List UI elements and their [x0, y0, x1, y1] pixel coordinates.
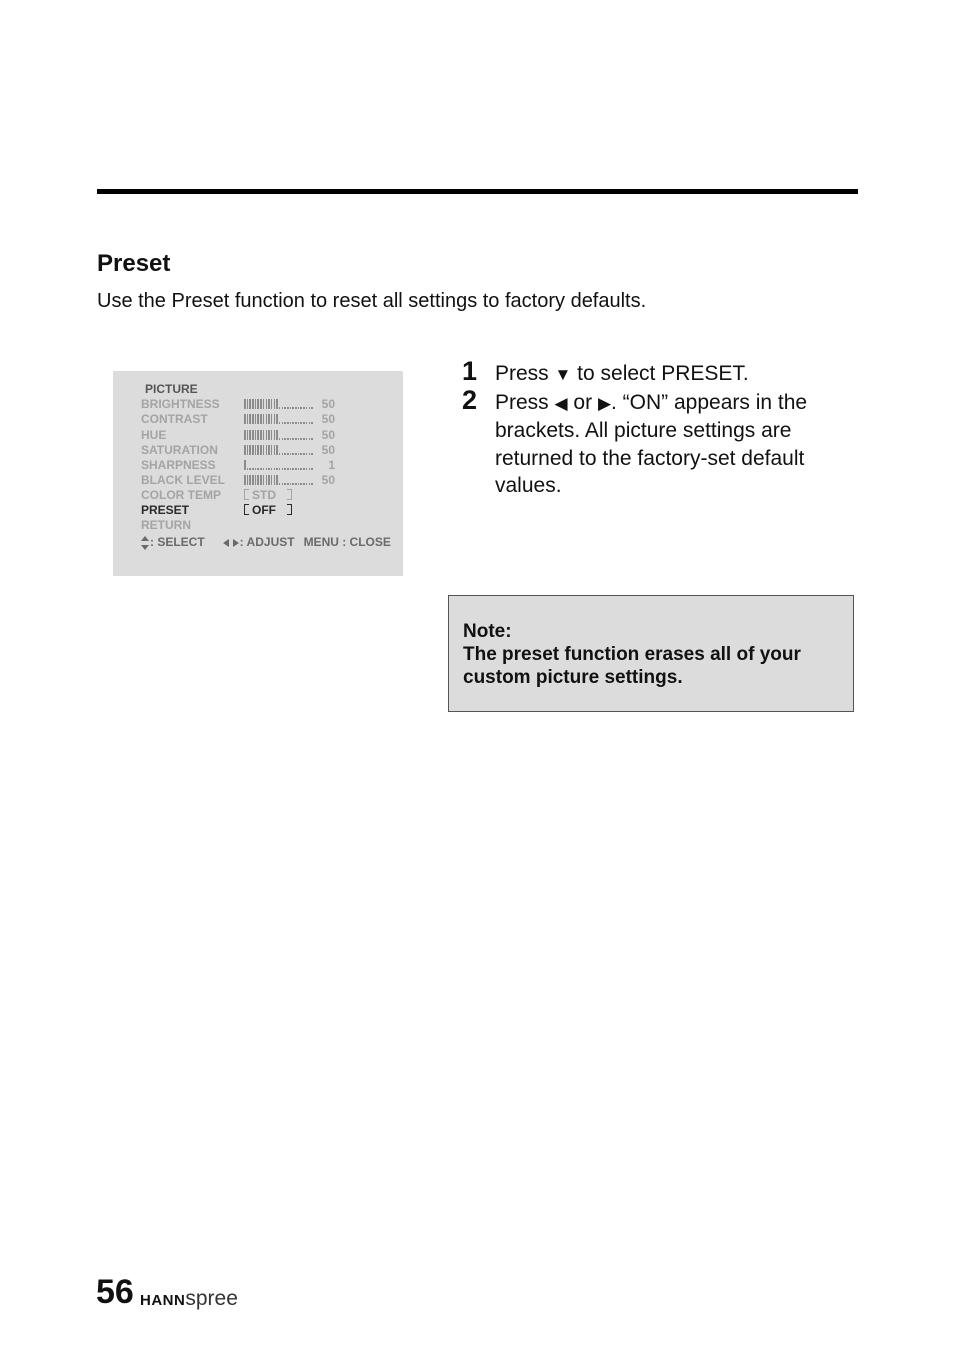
- bar-segment-empty: [311, 483, 313, 485]
- bar-segment-empty: [298, 468, 300, 470]
- bar-segment-empty: [282, 438, 284, 440]
- bar-segment-empty: [292, 468, 294, 470]
- bar-segment-filled: [252, 445, 254, 455]
- osd-row-label: RETURN: [141, 518, 191, 532]
- bar-segment-empty: [292, 422, 294, 424]
- bar-segment-filled: [247, 399, 249, 409]
- note-text: The preset function erases all of your custom picture settings.: [463, 644, 801, 688]
- bar-segment-filled: [249, 475, 251, 485]
- bar-segment-filled: [274, 475, 276, 485]
- osd-row-value: 50: [321, 473, 335, 487]
- bar-segment-empty: [300, 468, 302, 470]
- bar-segment-empty: [309, 468, 311, 470]
- bar-segment-empty: [295, 407, 297, 409]
- bar-segment-filled: [252, 414, 254, 424]
- bar-segment-empty: [311, 453, 313, 455]
- bar-segment-empty: [271, 468, 273, 470]
- bar-segment-empty: [298, 483, 300, 485]
- bar-segment-filled: [247, 414, 249, 424]
- steps-list: [462, 356, 862, 500]
- bar-segment-empty: [284, 453, 286, 455]
- bar-segment-filled: [249, 399, 251, 409]
- osd-row-black-level: [141, 473, 403, 488]
- bar-segment-empty: [300, 483, 302, 485]
- bar-segment-empty: [298, 453, 300, 455]
- bar-segment-empty: [298, 422, 300, 424]
- bar-segment-empty: [282, 483, 284, 485]
- step-text: Press: [495, 390, 555, 414]
- osd-row-contrast: [141, 412, 403, 427]
- bar-segment-empty: [279, 483, 281, 485]
- bar-segment-filled: [252, 430, 254, 440]
- bar-segment-filled: [252, 475, 254, 485]
- osd-color-temp-value: STD: [252, 488, 276, 502]
- section-intro: Use the Preset function to reset all settings to factory defaults.: [97, 290, 647, 312]
- osd-row-label: CONTRAST: [141, 412, 208, 426]
- bar-segment-filled: [271, 445, 273, 455]
- osd-row-value: 1: [328, 458, 335, 472]
- bar-segment-empty: [276, 468, 278, 470]
- bar-segment-filled: [276, 414, 278, 424]
- osd-menu-screenshot: [113, 371, 403, 576]
- bar-segment-empty: [311, 422, 313, 424]
- page-number: 56: [96, 1273, 134, 1311]
- bar-segment-filled: [268, 399, 270, 409]
- bar-segment-empty: [290, 453, 292, 455]
- osd-footer-close: MENU : CLOSE: [303, 535, 391, 549]
- step-2: [462, 384, 862, 500]
- bar-segment-filled: [276, 399, 278, 409]
- bar-segment-filled: [263, 475, 265, 485]
- bar-segment-empty: [290, 407, 292, 409]
- bar-segment-filled: [260, 414, 262, 424]
- bar-segment-empty: [295, 468, 297, 470]
- bar-segment-filled: [276, 475, 278, 485]
- bar-segment-filled: [271, 414, 273, 424]
- bar-segment-empty: [303, 438, 305, 440]
- bar-segment-empty: [303, 422, 305, 424]
- bar-segment-filled: [244, 430, 246, 440]
- bar-segment-empty: [284, 407, 286, 409]
- bar-segment-filled: [247, 475, 249, 485]
- bar-segment-empty: [306, 453, 308, 455]
- bar-segment-empty: [300, 453, 302, 455]
- bar-segment-empty: [287, 453, 289, 455]
- bar-segment-filled: [276, 445, 278, 455]
- bar-segment-empty: [300, 407, 302, 409]
- bar-segment-empty: [309, 453, 311, 455]
- osd-row-value: 50: [321, 443, 335, 457]
- bar-segment-empty: [295, 453, 297, 455]
- bar-segment-filled: [255, 475, 257, 485]
- osd-row-label: BRIGHTNESS: [141, 397, 220, 411]
- bar-segment-empty: [295, 483, 297, 485]
- bar-segment-empty: [282, 422, 284, 424]
- bar-segment-empty: [311, 468, 313, 470]
- bar-segment-filled: [244, 475, 246, 485]
- section-title: Preset: [97, 250, 171, 277]
- osd-row-label: SATURATION: [141, 443, 218, 457]
- bar-segment-empty: [306, 438, 308, 440]
- bar-segment-empty: [252, 468, 254, 470]
- bar-segment-empty: [311, 438, 313, 440]
- osd-level-bar: [244, 399, 314, 409]
- bar-segment-empty: [306, 483, 308, 485]
- bar-segment-empty: [249, 468, 251, 470]
- bar-segment-empty: [298, 438, 300, 440]
- bar-segment-empty: [263, 468, 265, 470]
- bar-segment-filled: [249, 430, 251, 440]
- bar-segment-filled: [257, 414, 259, 424]
- bar-segment-filled: [255, 399, 257, 409]
- bar-segment-filled: [260, 399, 262, 409]
- brand-logo: [140, 1287, 238, 1311]
- bar-segment-filled: [274, 414, 276, 424]
- osd-row-label: PRESET: [141, 503, 190, 517]
- bar-segment-empty: [300, 422, 302, 424]
- bar-segment-empty: [306, 407, 308, 409]
- bar-segment-empty: [287, 483, 289, 485]
- bar-segment-empty: [268, 468, 270, 470]
- osd-footer: [141, 535, 391, 550]
- bar-segment-filled: [274, 399, 276, 409]
- osd-row-return: [141, 518, 403, 533]
- right-triangle-icon: ▶: [597, 393, 612, 413]
- osd-level-bar: [244, 475, 314, 485]
- bar-segment-filled: [263, 445, 265, 455]
- bar-segment-empty: [284, 438, 286, 440]
- bar-segment-filled: [263, 430, 265, 440]
- step-number: 1: [462, 356, 478, 386]
- bar-segment-filled: [244, 414, 246, 424]
- osd-row-saturation: [141, 443, 403, 458]
- osd-row-label: SHARPNESS: [141, 458, 216, 472]
- bar-segment-filled: [244, 460, 246, 470]
- left-triangle-icon: ◀: [554, 393, 568, 413]
- bar-segment-filled: [255, 445, 257, 455]
- bar-segment-empty: [309, 422, 311, 424]
- bar-segment-empty: [306, 468, 308, 470]
- bar-segment-empty: [303, 468, 305, 470]
- bar-segment-empty: [290, 438, 292, 440]
- bar-segment-filled: [268, 430, 270, 440]
- bar-segment-empty: [284, 483, 286, 485]
- bar-segment-empty: [266, 468, 268, 470]
- bar-segment-filled: [268, 445, 270, 455]
- bar-segment-filled: [268, 414, 270, 424]
- left-right-arrows-icon: [223, 539, 239, 547]
- osd-level-bar: [244, 430, 314, 440]
- step-text: to select PRESET.: [571, 362, 749, 385]
- step-1: [462, 356, 862, 389]
- bar-segment-empty: [247, 468, 249, 470]
- osd-row-value: 50: [321, 428, 335, 442]
- bar-segment-filled: [266, 414, 268, 424]
- bar-segment-empty: [287, 438, 289, 440]
- bar-segment-empty: [255, 468, 257, 470]
- step-text: Press: [495, 362, 555, 385]
- bar-segment-filled: [255, 414, 257, 424]
- osd-footer-select: : SELECT: [150, 535, 205, 549]
- bar-segment-empty: [279, 407, 281, 409]
- osd-row-sharpness: [141, 458, 403, 473]
- bar-segment-empty: [282, 468, 284, 470]
- bar-segment-empty: [292, 453, 294, 455]
- down-triangle-icon: ▼: [554, 365, 572, 384]
- bar-segment-filled: [247, 445, 249, 455]
- bar-segment-empty: [306, 422, 308, 424]
- bar-segment-filled: [260, 475, 262, 485]
- bar-segment-empty: [292, 483, 294, 485]
- step-text: . “ON” appears in the brackets. All picture settings are returned to the factory-set default values.: [495, 390, 808, 497]
- bar-segment-filled: [255, 430, 257, 440]
- bar-segment-empty: [257, 468, 259, 470]
- bar-segment-filled: [268, 475, 270, 485]
- bar-segment-empty: [309, 438, 311, 440]
- brand-logo-bold: HANN: [140, 1292, 186, 1309]
- osd-row-label: HUE: [141, 428, 167, 442]
- bar-segment-filled: [257, 399, 259, 409]
- bar-segment-filled: [263, 399, 265, 409]
- bar-segment-empty: [303, 483, 305, 485]
- bar-segment-empty: [295, 422, 297, 424]
- bar-segment-empty: [287, 422, 289, 424]
- bar-segment-empty: [260, 468, 262, 470]
- osd-row-brightness: [141, 397, 403, 412]
- bar-segment-filled: [266, 399, 268, 409]
- bar-segment-empty: [282, 407, 284, 409]
- bar-segment-empty: [309, 407, 311, 409]
- note-title: Note:: [463, 621, 512, 642]
- bar-segment-filled: [257, 430, 259, 440]
- osd-row-color-temp: [141, 488, 403, 503]
- step-text: or: [567, 390, 598, 414]
- osd-title: PICTURE: [145, 382, 198, 396]
- osd-level-bar: [244, 460, 314, 470]
- bar-segment-filled: [260, 430, 262, 440]
- bar-segment-filled: [274, 445, 276, 455]
- bar-segment-filled: [276, 430, 278, 440]
- step-number: 2: [462, 384, 478, 415]
- bar-segment-empty: [311, 407, 313, 409]
- bar-segment-filled: [247, 430, 249, 440]
- header-rule: [97, 189, 858, 194]
- bar-segment-filled: [271, 475, 273, 485]
- bar-segment-empty: [295, 438, 297, 440]
- brand-logo-regular: spree: [185, 1287, 238, 1310]
- bar-segment-empty: [282, 453, 284, 455]
- bar-segment-filled: [274, 430, 276, 440]
- bar-segment-empty: [279, 438, 281, 440]
- bar-segment-empty: [298, 407, 300, 409]
- bar-segment-empty: [303, 407, 305, 409]
- osd-row-label: COLOR TEMP: [141, 488, 221, 502]
- bar-segment-filled: [271, 430, 273, 440]
- bar-segment-filled: [263, 414, 265, 424]
- bar-segment-filled: [249, 414, 251, 424]
- osd-row-hue: [141, 428, 403, 443]
- bar-segment-empty: [292, 438, 294, 440]
- bar-segment-empty: [309, 483, 311, 485]
- note-box: [448, 595, 854, 712]
- bar-segment-filled: [266, 475, 268, 485]
- osd-level-bar: [244, 414, 314, 424]
- bar-segment-filled: [244, 445, 246, 455]
- bar-segment-filled: [266, 430, 268, 440]
- bar-segment-empty: [279, 422, 281, 424]
- osd-row-preset: [141, 503, 403, 518]
- osd-row-value: 50: [321, 397, 335, 411]
- bar-segment-empty: [284, 422, 286, 424]
- osd-level-bar: [244, 445, 314, 455]
- osd-row-value: 50: [321, 412, 335, 426]
- bar-segment-filled: [244, 399, 246, 409]
- bar-segment-filled: [266, 445, 268, 455]
- bar-segment-empty: [279, 468, 281, 470]
- osd-footer-adjust: : ADJUST: [239, 535, 295, 549]
- bar-segment-empty: [303, 453, 305, 455]
- bar-segment-empty: [279, 453, 281, 455]
- bar-segment-empty: [287, 468, 289, 470]
- bar-segment-empty: [290, 422, 292, 424]
- bar-segment-filled: [252, 399, 254, 409]
- bar-segment-filled: [271, 399, 273, 409]
- bar-segment-filled: [249, 445, 251, 455]
- bar-segment-empty: [290, 483, 292, 485]
- bar-segment-empty: [292, 407, 294, 409]
- bar-segment-empty: [284, 468, 286, 470]
- bar-segment-filled: [257, 475, 259, 485]
- osd-row-label: BLACK LEVEL: [141, 473, 225, 487]
- up-down-arrows-icon: [141, 536, 149, 550]
- bar-segment-empty: [287, 407, 289, 409]
- bar-segment-filled: [260, 445, 262, 455]
- bar-segment-filled: [257, 445, 259, 455]
- bar-segment-empty: [274, 468, 276, 470]
- osd-preset-value: OFF: [252, 503, 276, 517]
- bar-segment-empty: [290, 468, 292, 470]
- bar-segment-empty: [300, 438, 302, 440]
